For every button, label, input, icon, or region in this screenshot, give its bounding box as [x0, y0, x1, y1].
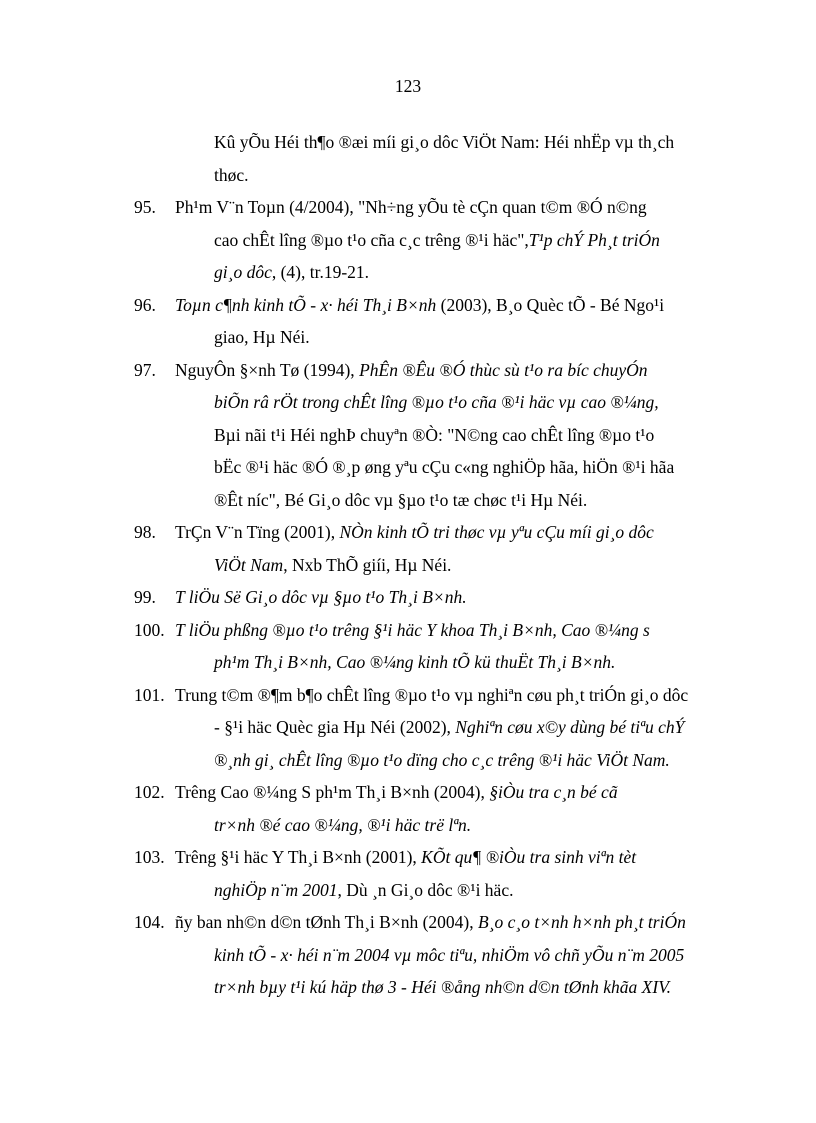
reference-italic-text: biÕn râ rÖt trong chÊt lîng ®µo t¹o cña ®¹i häc vµ cao ®¼ng, [214, 392, 659, 412]
reference-italic-text: Toµn c¶nh kinh tÕ - x· héi Th¸i B×nh [175, 294, 437, 315]
reference-italic-text: KÕt qu¶ ®iÒu tra sinh viªn tèt [421, 847, 637, 867]
reference-line [0, 289, 816, 322]
reference-line [0, 224, 816, 257]
reference-line [0, 386, 816, 419]
reference-text: NguyÔn §×nh Tø (1994), [175, 359, 360, 380]
reference-number: 101. [134, 684, 165, 705]
reference-number: 97. [134, 359, 156, 380]
reference-line [0, 646, 816, 679]
reference-line [0, 809, 816, 842]
reference-italic-text: PhÊn ®Êu ®Ó thùc sù t¹o ra bíc chuyÓn [359, 359, 648, 380]
reference-text: (2003), B¸o Quèc tÕ - Bé Ngo¹i [436, 294, 665, 315]
reference-line [0, 939, 816, 972]
reference-line [0, 614, 816, 647]
reference-line [0, 256, 816, 289]
reference-italic-text: NÒn kinh tÕ tri thøc vµ yªu cÇu míi gi¸o dôc [339, 522, 654, 542]
reference-italic-text: ViÖt Nam [214, 554, 284, 575]
reference-number: 103. [134, 847, 165, 867]
reference-line [0, 419, 816, 452]
reference-entry [0, 841, 816, 906]
reference-italic-text: ph¹m Th¸i B×nh, Cao ®¼ng kinh tÕ kü thuËt Th¸i B×nh. [214, 652, 616, 672]
reference-italic-text: §iÒu tra c¸n bé cã [489, 782, 618, 802]
reference-entry [0, 354, 816, 517]
reference-text: TrÇn V¨n Tïng (2001), [175, 522, 340, 542]
reference-text: - §¹i häc Quèc gia Hµ Néi (2002), [214, 717, 456, 737]
reference-italic-text: ®¸nh gi¸ chÊt lîng ®µo t¹o dïng cho c¸c trêng ®¹i häc ViÖt Nam. [214, 749, 670, 770]
reference-line [0, 874, 816, 907]
reference-text: giao, Hµ Néi. [214, 327, 310, 347]
continuation-line: thøc. [214, 164, 249, 185]
reference-line [0, 451, 816, 484]
reference-number: 96. [134, 294, 156, 315]
reference-entry [0, 581, 816, 614]
reference-text: ñy ban nh©n d©n tØnh Th¸i B×nh (2004), [175, 912, 478, 932]
reference-entry [0, 679, 816, 777]
reference-line [0, 191, 816, 224]
reference-line [0, 906, 816, 939]
reference-line [0, 581, 816, 614]
reference-line [0, 321, 816, 354]
reference-text: Bµi nãi t¹i Héi nghÞ chuyªn ®Ò: "N©ng cao chÊt lîng ®µo t¹o [214, 424, 655, 445]
reference-italic-text: T liÖu phßng ®µo t¹o trêng §¹i häc Y khoa Th¸i B×nh, Cao ®¼ng s [175, 619, 650, 640]
reference-text: bËc ®¹i häc ®Ó ®¸p øng yªu cÇu c«ng nghiÖp hãa, hiÖn ®¹i hãa [214, 457, 675, 477]
page-number: 123 [394, 76, 422, 96]
reference-text: , (4), tr.19-21. [271, 262, 370, 282]
reference-italic-text: gi¸o dôc [214, 262, 272, 282]
reference-line [0, 549, 816, 582]
reference-italic-text: T¹p chÝ Ph¸t triÓn [528, 229, 660, 250]
reference-number: 102. [134, 782, 165, 802]
continuation-entry [0, 126, 816, 191]
reference-text: , Nxb ThÕ giíi, Hµ Néi. [283, 554, 452, 575]
reference-line [0, 354, 816, 387]
reference-number: 98. [134, 522, 156, 542]
reference-line [0, 841, 816, 874]
reference-italic-text: Nghiªn cøu x©y dùng bé tiªu chÝ [455, 717, 685, 737]
reference-italic-text: tr×nh ®é cao ®¼ng, ®¹i häc trë lªn. [214, 814, 472, 835]
reference-text: cao chÊt lîng ®µo t¹o cña c¸c trêng ®¹i häc", [214, 229, 529, 250]
reference-italic-text: nghiÖp n¨m 2001 [214, 879, 338, 900]
reference-italic-text: T liÖu Së Gi¸o dôc vµ §µo t¹o Th¸i B×nh. [175, 587, 467, 607]
reference-entry [0, 776, 816, 841]
reference-text: Trêng §¹i häc Y Th¸i B×nh (2001), [175, 847, 422, 867]
reference-text: Ph¹m V¨n Toµn (4/2004), "Nh÷ng yÕu tè cÇn quan t©m ®Ó n©ng [175, 197, 647, 217]
reference-number: 95. [134, 197, 156, 217]
reference-line [0, 971, 816, 1004]
reference-italic-text: B¸o c¸o t×nh h×nh ph¸t triÓn [478, 912, 686, 932]
reference-number: 99. [134, 587, 156, 607]
reference-text: ®Êt níc", Bé Gi¸o dôc vµ §µo t¹o tæ chøc t¹i Hµ Néi. [214, 489, 588, 510]
reference-text: Trung t©m ®¶m b¶o chÊt lîng ®µo t¹o vµ nghiªn cøu ph¸t triÓn gi¸o dôc [175, 684, 689, 705]
reference-entry [0, 906, 816, 1004]
reference-number: 104. [134, 912, 165, 932]
reference-number: 100. [134, 619, 165, 640]
reference-entry [0, 614, 816, 679]
reference-entry [0, 289, 816, 354]
reference-entry [0, 516, 816, 581]
continuation-line: Kû yÕu Héi th¶o ®æi míi gi¸o dôc ViÖt Nam: Héi nhËp vµ th¸ch [214, 132, 675, 152]
reference-line [0, 744, 816, 777]
reference-line [0, 516, 816, 549]
reference-entry [0, 191, 816, 289]
reference-list [0, 126, 816, 1004]
reference-italic-text: kinh tÕ - x· héi n¨m 2004 vµ môc tiªu, nhiÖm vô chñ yÕu n¨m 2005 [214, 944, 685, 965]
reference-line [0, 711, 816, 744]
reference-line [0, 679, 816, 712]
reference-line [0, 484, 816, 517]
reference-line [0, 776, 816, 809]
reference-text: , Dù ¸n Gi¸o dôc ®¹i häc. [337, 879, 514, 900]
reference-text: Trêng Cao ®¼ng S ph¹m Th¸i B×nh (2004), [175, 782, 490, 802]
reference-italic-text: tr×nh bµy t¹i kú häp thø 3 - Héi ®ång nh©n d©n tØnh khãa XIV. [214, 977, 672, 997]
